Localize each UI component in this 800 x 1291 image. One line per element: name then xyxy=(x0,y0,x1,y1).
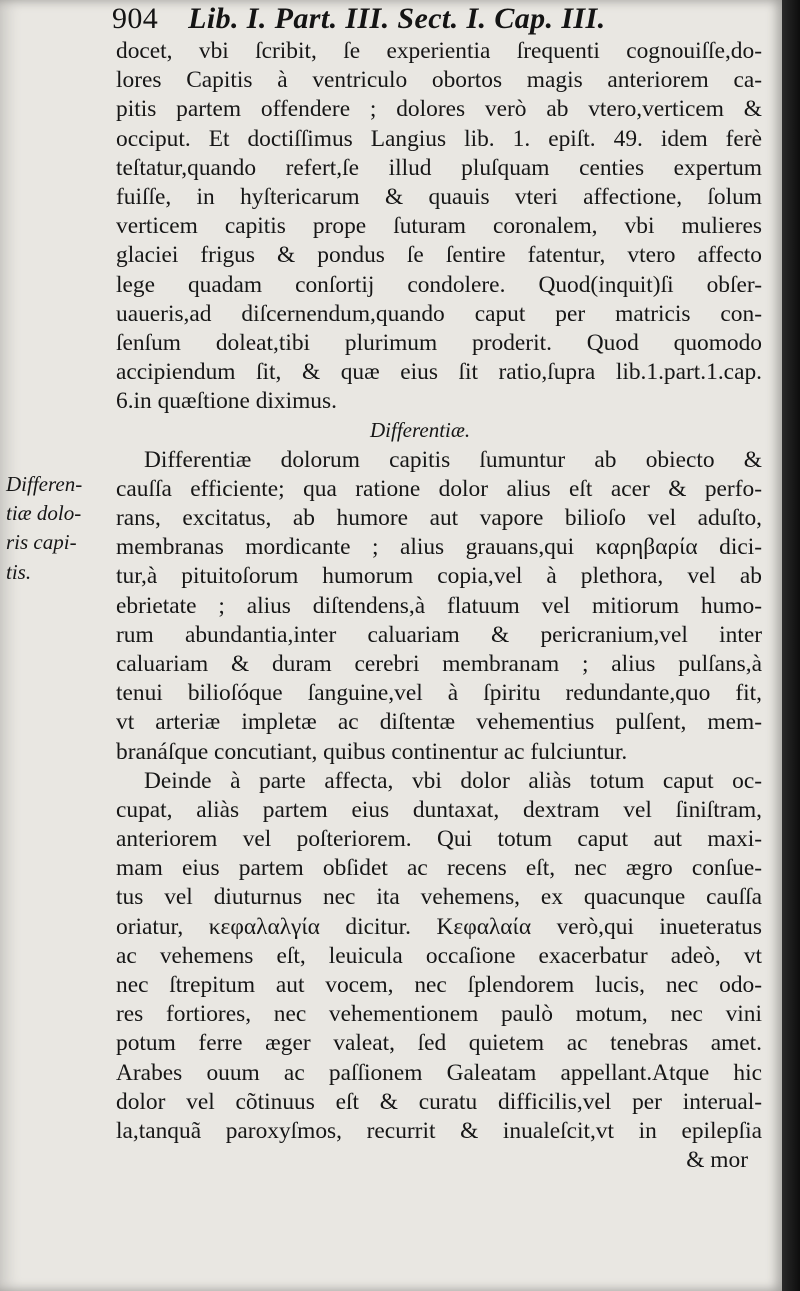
section-heading: Differentiæ. xyxy=(370,418,471,443)
text-line: anteriorem vel poſteriorem. Qui totum caput aut maxi- xyxy=(116,826,762,853)
text-line: cauſſa efficiente; qua ratione dolor alius eſt acer & perfo- xyxy=(116,475,762,502)
text-line: res fortiores, nec vehementionem paulò motum, nec vini xyxy=(116,1001,762,1028)
text-line: rans, excitatus, ab humore aut vapore bilioſo vel aduſto, xyxy=(116,505,762,531)
text-line: Differentiæ dolorum capitis ſumuntur ab obiecto & xyxy=(144,446,762,473)
text-line: branáſque concutiant, quibus continentur ac fulciuntur. xyxy=(116,738,628,765)
body-text xyxy=(116,37,762,1175)
catchword: & mor xyxy=(686,1147,748,1174)
text-line: verticem capitis prope ſuturam coronalem, vbi mulieres xyxy=(116,213,762,240)
text-line: ſenſum doleat,tibi plurimum proderit. Quod quomodo xyxy=(116,329,762,356)
text-line: glaciei frigus & pondus ſe ſentire fatentur, vtero affecto xyxy=(116,242,762,269)
text-line: ebrietate ; alius diſtendens,à flatuum vel mitiorum humo- xyxy=(116,592,762,619)
text-line: caluariam & duram cerebri membranam ; alius pulſans,à xyxy=(116,650,762,677)
text-line: Arabes ouum ac paſſionem Galeatam appellant.Atque hic xyxy=(116,1059,762,1086)
text-line: docet, vbi ſcribit, ſe experientia ſrequenti cognouiſſe,do- xyxy=(116,38,762,64)
page-edge xyxy=(782,0,800,1291)
text-line: la,tanquã paroxyſmos, recurrit & inualeſcit,vt in epilepſia xyxy=(116,1117,762,1144)
margin-note xyxy=(6,470,106,587)
margin-note-line: tis. xyxy=(6,559,32,584)
text-line: 6.in quæſtione diximus. xyxy=(116,388,337,415)
text-line: occiput. Et doctiſſimus Langius lib. 1. epiſt. 49. idem ferè xyxy=(116,125,762,152)
text-line: cupat, aliàs partem eius duntaxat, dextram vel ſiniſtram, xyxy=(116,796,762,823)
margin-note-line: tiæ dolo- xyxy=(6,501,82,526)
text-line: fuiſſe, in hyſtericarum & quauis vteri affectione, ſolum xyxy=(116,183,762,210)
text-line: tenui bilioſóque ſanguine,vel à ſpiritu redundante,quo fit, xyxy=(116,680,762,707)
text-line: dolor vel cõtinuus eſt & curatu difficilis,vel per interual- xyxy=(116,1088,762,1115)
text-line: pitis partem offendere ; dolores verò ab vtero,verticem & xyxy=(116,96,762,123)
text-line: mam eius partem obſidet ac recens eſt, nec ægro conſue- xyxy=(116,855,762,882)
text-line: potum ferre æger valeat, ſed quietem ac tenebras amet. xyxy=(116,1030,762,1057)
text-line: rum abundantia,inter caluariam & pericranium,vel inter xyxy=(116,621,762,648)
page-number: 904 xyxy=(112,2,159,35)
running-title: Lib. I. Part. III. Sect. I. Cap. III. xyxy=(188,2,606,35)
text-line: lege quadam conſortij condolere. Quod(inquit)ſi obſer- xyxy=(116,271,762,298)
text-line: accipiendum ſit, & quæ eius ſit ratio,ſupra lib.1.part.1.cap. xyxy=(116,359,762,386)
text-line: tur,à pituitoſorum humorum copia,vel à plethora, vel ab xyxy=(116,563,762,590)
text-line: ac vehemens eſt, leuicula occaſione exacerbatur adeò, vt xyxy=(116,942,762,969)
text-line: membranas mordicante ; alius grauans,qui καρηβαρία dici- xyxy=(116,534,762,561)
text-line: tus vel diuturnus nec ita vehemens, ex quacunque cauſſa xyxy=(116,884,762,911)
text-line: uaueris,ad diſcernendum,quando caput per matricis con- xyxy=(116,300,762,327)
margin-note-line: Differen- xyxy=(6,472,83,496)
text-line: lores Capitis à ventriculo obortos magis anteriorem ca- xyxy=(116,67,762,94)
margin-note-line: ris capi- xyxy=(6,530,77,555)
text-line: vt arteriæ impletæ ac diſtentæ vehementius pulſent, mem- xyxy=(116,709,762,736)
text-line: teſtatur,quando refert,ſe illud pluſquam centies expertum xyxy=(116,154,762,181)
running-head xyxy=(112,2,605,36)
text-line: nec ſtrepitum aut vocem, nec ſplendorem lucis, nec odo- xyxy=(116,972,762,998)
text-line: oriatur, κεφαλαλγία dicitur. Κεφαλαία verò,qui inueteratus xyxy=(116,913,762,940)
text-line: Deinde à parte affecta, vbi dolor aliàs totum caput oc- xyxy=(144,767,762,794)
